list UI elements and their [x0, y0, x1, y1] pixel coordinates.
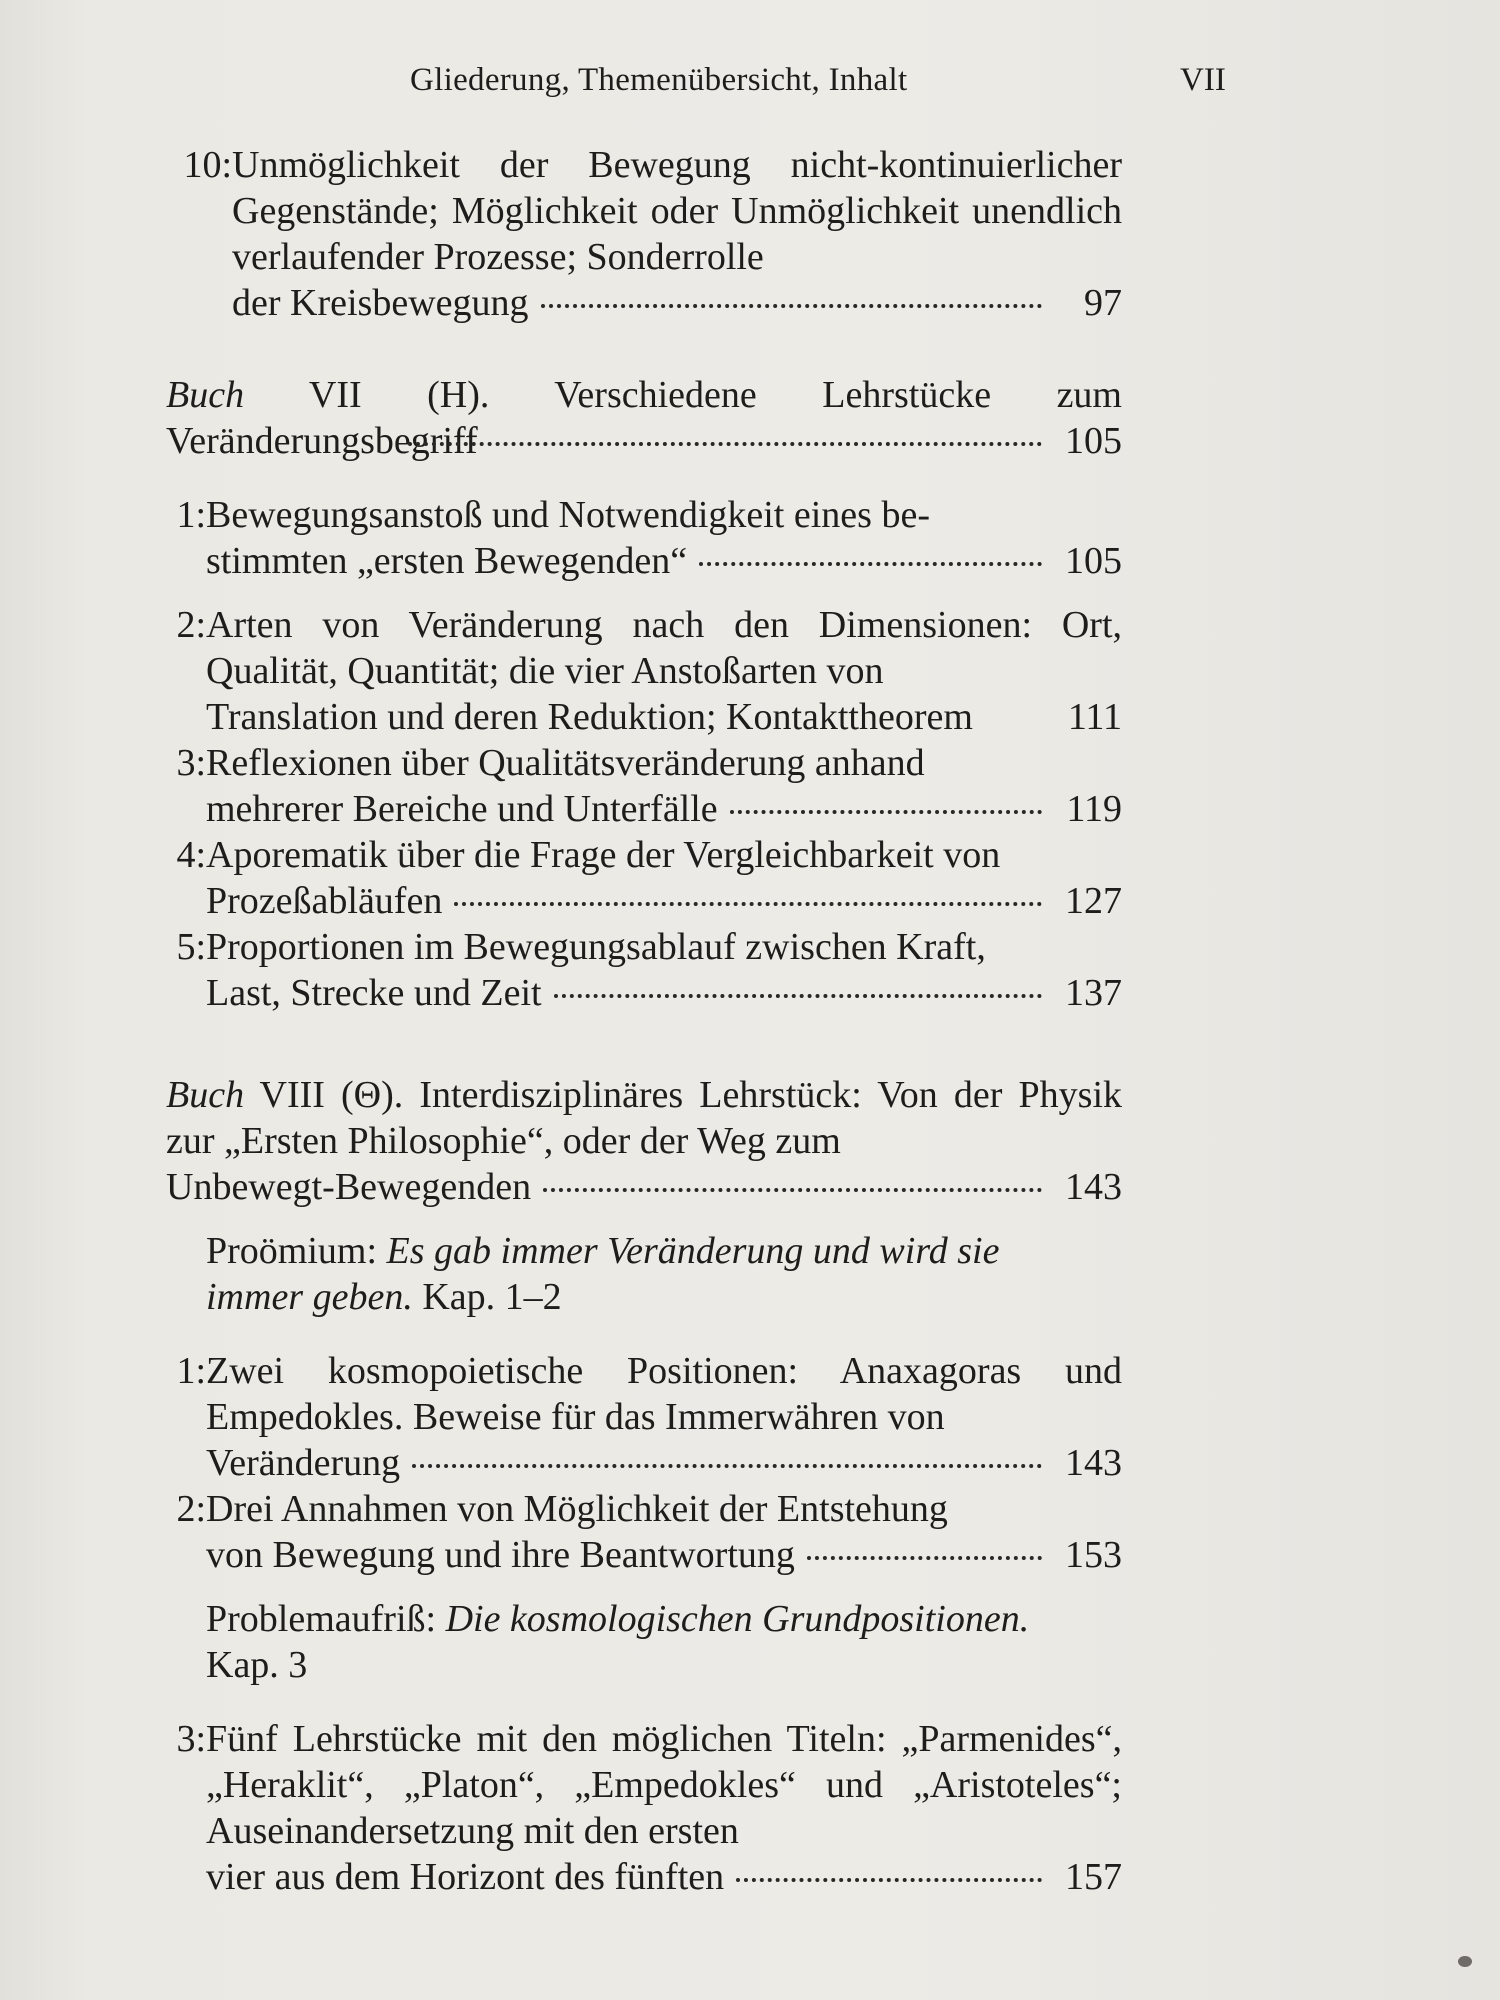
entry-text-last: Last, Strecke und Zeit [206, 972, 542, 1014]
entry-page: 127 [1065, 880, 1122, 922]
entry-page: 105 [1065, 420, 1122, 462]
entry-text: Bewegungsanstoß und Notwendigkeit eines be- [206, 494, 930, 536]
ink-smudge [1458, 1956, 1472, 1967]
entry-page: 153 [1065, 1534, 1122, 1576]
entry-page: 119 [1066, 788, 1122, 830]
table-of-contents [166, 142, 1122, 1900]
toc-entry [166, 602, 1122, 740]
dot-leader [543, 1188, 1042, 1192]
entry-page: 157 [1065, 1856, 1122, 1898]
toc-entry [166, 740, 1122, 832]
dot-leader [736, 1878, 1042, 1882]
entry-number: 3: [176, 742, 206, 784]
dot-leader [454, 902, 1042, 906]
book-title: VII (H). Verschiedene Lehrstücke zum Veränderungsbegriff [166, 374, 1122, 462]
entry-number: 4: [176, 834, 206, 876]
dot-leader [730, 810, 1042, 814]
toc-entry [166, 832, 1122, 924]
note-italic: Die kosmologischen Grundpositionen. [445, 1598, 1030, 1640]
page-header [0, 62, 1500, 112]
book-title-last: Unbewegt-Bewegenden [166, 1166, 532, 1208]
dot-leader [699, 562, 1042, 566]
entry-number: 5: [176, 926, 206, 968]
entry-text: Proportionen im Bewegungsablauf zwischen Kraft, [206, 926, 986, 968]
book-heading [166, 372, 1122, 464]
toc-entry [166, 1486, 1122, 1578]
note-label: Proömium: [206, 1230, 378, 1272]
entry-number: 1: [176, 494, 206, 536]
entry-text: Arten von Veränderung nach den Dimensionen: Ort, Qualität, Quantität; die vier Anstoßarten von [206, 604, 1122, 692]
entry-text: Zwei kosmopoietische Positionen: Anaxagoras und Empedokles. Beweise für das Immerwähren von [206, 1350, 1122, 1438]
entry-text: Drei Annahmen von Möglichkeit der Entstehung [206, 1488, 948, 1530]
entry-text-last: von Bewegung und ihre Beantwortung [206, 1534, 795, 1576]
entry-text-last: Translation und deren Reduktion; Kontakttheorem [206, 696, 973, 738]
entry-page: 111 [1067, 696, 1122, 738]
entry-page: 143 [1065, 1166, 1122, 1208]
entry-text-last: stimmten „ersten Bewegenden“ [206, 540, 688, 582]
dot-leader [541, 304, 1042, 308]
note-tail: Kap. 3 [206, 1644, 308, 1686]
entry-text: Fünf Lehrstücke mit den möglichen Titeln: „Parmenides“, „Heraklit“, „Platon“, „Empedokles“ und „Aristoteles“; Auseinandersetzung mit den ersten [206, 1718, 1122, 1852]
entry-text: Reflexionen über Qualitätsveränderung anhand [206, 742, 925, 784]
entry-text: Unmöglichkeit der Bewegung nicht-kontinuierlicher Gegenstände; Möglichkeit oder Unmöglichkeit unendlich verlaufender Prozesse; Sonderrolle [232, 144, 1122, 278]
entry-number: 2: [176, 1488, 206, 1530]
dot-leader [408, 442, 1042, 446]
entry-page: 143 [1065, 1442, 1122, 1484]
entry-text-last: der Kreisbewegung [232, 282, 529, 324]
entry-number: 1: [176, 1350, 206, 1392]
entry-number: 2: [176, 604, 206, 646]
book-label: Buch [166, 374, 245, 416]
toc-entry [166, 1716, 1122, 1900]
book-title: VIII (Θ). Interdisziplinäres Lehrstück: Von der Physik zur „Ersten Philosophie“, oder der Weg zum [166, 1074, 1122, 1162]
entry-text-last: vier aus dem Horizont des fünften [206, 1856, 725, 1898]
note-label: Problemaufriß: [206, 1598, 437, 1640]
problem-note [206, 1596, 1086, 1688]
entry-text-last: Veränderung [206, 1442, 401, 1484]
entry-number: 3: [176, 1718, 206, 1760]
entry-text-last: Prozeßabläufen [206, 880, 443, 922]
dot-leader [412, 1464, 1042, 1468]
entry-text-last: mehrerer Bereiche und Unterfälle [206, 788, 718, 830]
page-number: VII [1180, 62, 1226, 98]
entry-text: Aporematik über die Frage der Vergleichbarkeit von [206, 834, 1001, 876]
prooemium-note [206, 1228, 1086, 1320]
entry-page: 105 [1065, 540, 1122, 582]
toc-entry [166, 142, 1122, 326]
note-italic: Es gab immer Veränderung und wird sie immer geben. [206, 1230, 1000, 1318]
dot-leader [807, 1556, 1042, 1560]
entry-number: 10: [183, 144, 232, 186]
book-label: Buch [166, 1074, 245, 1116]
book-heading [166, 1072, 1122, 1210]
toc-entry [166, 1348, 1122, 1486]
toc-entry [166, 492, 1122, 584]
running-head: Gliederung, Themenübersicht, Inhalt [410, 62, 908, 98]
dot-leader [554, 994, 1042, 998]
note-tail: Kap. 1–2 [422, 1276, 562, 1318]
entry-page: 137 [1065, 972, 1122, 1014]
entry-page: 97 [1084, 282, 1122, 324]
toc-entry [166, 924, 1122, 1016]
